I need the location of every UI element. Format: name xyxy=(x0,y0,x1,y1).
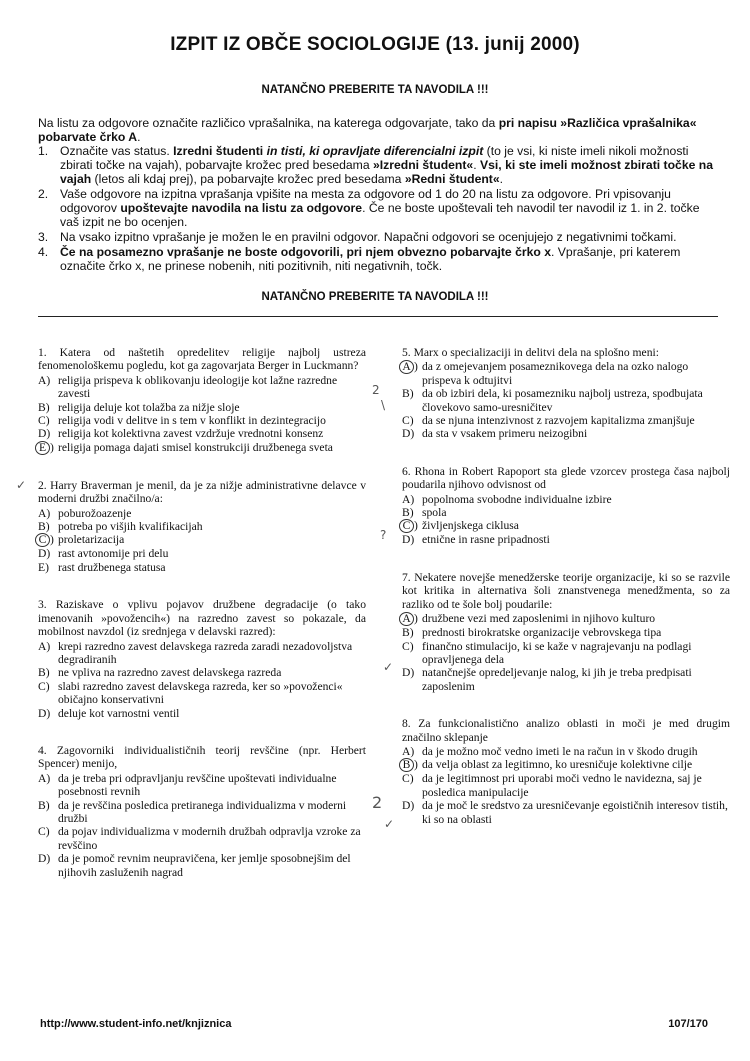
circled-answer-mark: A xyxy=(399,360,414,374)
option-text: prednosti birokratske organizacije vebrovskega tipa xyxy=(422,626,662,640)
option-text: natančnejše opredeljevanje nalog, ki jih je treba predpisati zaposlenim xyxy=(422,666,692,693)
question-text: 1. Katera od naštetih opredelitev religije najbolj ustreza fenomenološkemu pogledu, kot ga zagovarjata Berger in Luckmann? xyxy=(38,346,366,373)
notice-heading-bottom: NATANČNO PREBERITE TA NAVODILA !!! xyxy=(261,291,489,303)
answer-option xyxy=(402,414,730,427)
option-letter: D) xyxy=(38,852,51,866)
question-text: 3. Raziskave o vplivu pojavov družbene degradacije (o tako imenovanih »povožencih«) na razredno zavest so pokazale, da mobilnost navzdol (iz srednjega v delavski razred): xyxy=(38,598,366,639)
instr-1a: Označite vas status. xyxy=(60,144,174,158)
answer-option xyxy=(38,401,366,414)
answer-option xyxy=(38,374,366,401)
option-letter: D) xyxy=(38,427,51,441)
option-text: da je možno moč vedno imeti le na račun in v škodo drugih xyxy=(422,744,698,758)
footer-url[interactable]: http://www.student-info.net/knjiznica xyxy=(40,1018,232,1030)
option-letter: C) xyxy=(38,825,50,839)
answer-option xyxy=(38,680,366,707)
circled-answer-mark: E xyxy=(35,441,50,455)
option-letter: B) xyxy=(38,798,50,812)
option-text: finančno stimulacijo, ki se kaže v nagrajevanju na podlagi opravljenega dela xyxy=(422,639,692,666)
option-letter: A) xyxy=(38,506,51,520)
instr-3a: Na vsako izpitno vprašanje je možen le en pravilni odgovor. Napačni odgovori se ocenjujejo z negativnimi točkami. xyxy=(60,230,677,244)
option-letter: B) xyxy=(402,387,414,401)
question-text: 5. Marx o specializaciji in delitvi dela na splošno meni: xyxy=(402,346,659,359)
answer-option xyxy=(38,427,366,440)
option-text: poburožoazenje xyxy=(58,506,132,520)
option-letter: A) xyxy=(38,373,51,387)
instr-1i: »Redni študent« xyxy=(404,172,500,186)
answer-option xyxy=(38,441,366,455)
question-text: 8. Za funkcionalistično analizo oblasti in moči je med drugim značilno sklepanje xyxy=(402,717,730,744)
option-letter: B) xyxy=(402,626,414,640)
option-letter: D) xyxy=(402,799,415,813)
option-text: da je pomoč revnim neupravičena, ker jemlje sposobnejšim del njihovih zasluženih nagrad xyxy=(58,852,351,879)
answer-option xyxy=(38,533,366,547)
option-text: ne vpliva na razredno zavest delavskega razreda xyxy=(58,666,282,680)
answer-option xyxy=(402,745,730,758)
instr-1f: . xyxy=(473,158,480,172)
instruction-text xyxy=(60,144,718,186)
answer-option xyxy=(402,427,730,440)
answer-option xyxy=(402,493,730,506)
option-letter: A) xyxy=(38,639,51,653)
option-letter: B) xyxy=(38,400,50,414)
notice-heading-top: NATANČNO PREBERITE TA NAVODILA !!! xyxy=(261,84,489,96)
instr-1h: (letos ali kdaj prej), pa pobarvajte krožec pred besedama xyxy=(91,172,405,186)
answer-option xyxy=(402,533,730,546)
instr-2a: Vaše odgovore na izpitna vprašanja vpišite na mesta za odgovore od 1 do 20 na listu za odgovore. Pri vpisovanju odgovorov xyxy=(60,187,671,215)
answer-option xyxy=(38,666,366,679)
question xyxy=(402,465,730,547)
answer-option xyxy=(38,852,366,879)
instr-1e: »Izredni študent« xyxy=(372,158,474,172)
answer-option xyxy=(38,707,366,720)
handwritten-mark: ? xyxy=(380,528,387,542)
option-letter: A) xyxy=(402,744,415,758)
answer-option xyxy=(38,507,366,520)
option-text: slabi razredno zavest delavskega razreda, ker so »povoženci« običajno konservativni xyxy=(58,679,343,707)
option-letter: A) xyxy=(38,771,51,785)
option-letter: C ) xyxy=(38,533,58,547)
answer-option xyxy=(402,640,730,667)
answer-option xyxy=(402,506,730,519)
instr-4b: . Vprašanje, pri katerem označite črko x, ne prinese nobenih, niti pozitivnih, niti negativnih, točk. xyxy=(60,245,681,273)
answer-option xyxy=(38,414,366,427)
option-text: etnične in rasne pripadnosti xyxy=(422,533,550,547)
answer-option xyxy=(402,360,730,387)
option-letter: E ) xyxy=(38,441,58,455)
question-text: 7. Nekatere novejše menedžerske teorije organizacije, ki so se razvile kot kritika in alternativa šoli znanstvenega menedžmenta, so za razliko od te šole bolj poudarile: xyxy=(402,570,730,611)
option-letter: C ) xyxy=(402,519,422,533)
circled-answer-mark: A xyxy=(399,612,414,626)
instr-1j: . xyxy=(499,172,504,186)
option-text: da velja oblast za legitimno, ko uresničuje kolektivne cilje xyxy=(422,758,693,772)
question xyxy=(38,346,366,455)
question xyxy=(402,717,730,826)
intro-bold: pri napisu »Različica vprašalnika« pobarvate črko A xyxy=(38,116,697,144)
page-number: 107/170 xyxy=(668,1018,708,1030)
question-text: 6. Rhona in Robert Rapoport sta glede vzorcev prostega časa najbolj poudarila njihovo odvisnost od xyxy=(402,464,730,492)
option-text: proletarizacija xyxy=(58,533,125,547)
answer-option xyxy=(402,666,730,693)
instruction-text xyxy=(60,230,718,244)
option-letter: C) xyxy=(38,679,50,693)
circled-answer-mark: C xyxy=(399,519,414,533)
answer-option xyxy=(402,799,730,826)
option-text: potreba po višjih kvalifikacijah xyxy=(58,520,203,534)
option-letter: D) xyxy=(38,547,51,561)
option-text: rast avtonomije pri delu xyxy=(58,547,169,561)
option-letter: B) xyxy=(402,506,414,520)
instruction-item xyxy=(38,187,718,229)
option-text: religija pomaga dajati smisel konstrukciji družbenega sveta xyxy=(58,440,333,454)
handwritten-mark: ✓ xyxy=(384,817,395,831)
option-text: religija deluje kot tolažba za nižje sloje xyxy=(58,400,240,414)
option-letter: D) xyxy=(402,533,415,547)
instruction-text xyxy=(60,245,718,273)
option-text: deluje kot varnostni ventil xyxy=(58,706,180,720)
option-text: popolnoma svobodne individualne izbire xyxy=(422,492,612,506)
option-text: da z omejevanjem posameznikovega dela na ozko nalogo prispeva k odtujitvi xyxy=(422,360,689,387)
answer-option xyxy=(402,387,730,414)
option-text: da je treba pri odpravljanju revščine upoštevati individualne posebnosti revnih xyxy=(58,771,337,799)
instr-2c: . Če ne boste upoštevali teh navodil ter navodil iz 1. in 2. točke vaš izpit ne bo ocenjen. xyxy=(60,201,700,229)
option-text: da se njuna intenzivnost z razvojem kapitalizma zmanjšuje xyxy=(422,414,695,428)
questions-column-right xyxy=(402,346,730,850)
option-letter: C) xyxy=(402,414,414,428)
instruction-number: 2. xyxy=(38,187,49,201)
question-text: 4. Zagovorniki individualističnih teorij revščine (npr. Herbert Spencer) menijo, xyxy=(38,743,366,771)
handwritten-mark: \ xyxy=(381,398,386,412)
circled-answer-mark: C xyxy=(35,533,50,547)
option-letter: C) xyxy=(38,414,50,428)
option-text: da je legitimnost pri uporabi moči vedno le navidezna, saj je posledica manipulacije xyxy=(422,772,702,799)
option-text: spola xyxy=(422,506,447,520)
question xyxy=(38,744,366,879)
option-letter: D) xyxy=(402,427,415,441)
question-text: 2. Harry Braverman je menil, da je za nižje administrativne delavce v moderni družbi značilno/a: xyxy=(38,478,366,506)
option-text: rast družbenega statusa xyxy=(58,560,166,574)
option-letter: B ) xyxy=(402,758,422,772)
question xyxy=(402,571,730,693)
option-text: religija kot kolektivna zavest vzdržuje vrednotni konsenz xyxy=(58,427,324,441)
handwritten-mark: ✓ xyxy=(16,478,27,492)
handwritten-mark: 2 xyxy=(372,793,383,812)
option-letter: D) xyxy=(38,706,51,720)
intro-end: . xyxy=(137,130,141,144)
option-letter: C) xyxy=(402,772,414,786)
option-text: religija vodi v delitve in s tem v konflikt in dezintegracijo xyxy=(58,414,326,428)
question xyxy=(38,479,366,574)
option-text: da je moč le sredstvo za uresničevanje egoističnih interesov tistih, ki so na oblasti xyxy=(422,799,728,826)
option-text: družbene vezi med zaposlenimi in njihovo kulturo xyxy=(422,612,656,626)
handwritten-mark: ✓ xyxy=(383,660,394,674)
answer-option xyxy=(38,520,366,533)
option-letter: A) xyxy=(402,492,415,506)
answer-option xyxy=(402,626,730,639)
answer-option xyxy=(38,547,366,560)
question xyxy=(38,598,366,720)
answer-option xyxy=(402,612,730,626)
option-text: da sta v vsakem primeru neizogibni xyxy=(422,427,588,441)
instr-1d: (to je vsi, ki niste imeli nikoli možnosti zbirati točke na vajah), pobarvajte krožec pred besedama xyxy=(60,144,689,172)
intro-paragraph xyxy=(38,116,718,144)
option-letter: E) xyxy=(38,560,49,574)
questions-column-left xyxy=(38,346,366,903)
instr-1b: Izredni študenti xyxy=(173,144,267,158)
instructions-list xyxy=(38,144,718,274)
instruction-item xyxy=(38,144,718,186)
instruction-number: 3. xyxy=(38,230,49,244)
answer-option xyxy=(38,825,366,852)
answer-option xyxy=(38,799,366,826)
option-text: da je revščina posledica pretiranega individualizma v moderni družbi xyxy=(58,798,347,825)
option-letter: C) xyxy=(402,639,414,653)
intro-text: Na listu za odgovore označite različico vprašalnika, na katerega odgovarjate, tako da xyxy=(38,116,499,130)
option-letter: B) xyxy=(38,666,50,680)
option-text: da ob izbiri dela, ki posamezniku najbolj ustreza, spodbujata človekovo samo-uresničitev xyxy=(422,387,703,414)
page-title: IZPIT IZ OBČE SOCIOLOGIJE (13. junij 2000) xyxy=(170,34,580,55)
answer-option xyxy=(402,519,730,533)
option-letter: B) xyxy=(38,520,50,534)
answer-option xyxy=(38,772,366,799)
option-text: da pojav individualizma v modernih družbah odpravlja vzroke za revščino xyxy=(58,825,361,852)
instruction-number: 1. xyxy=(38,144,49,158)
option-text: življenjskega ciklusa xyxy=(422,519,519,533)
section-divider xyxy=(38,316,718,317)
circled-answer-mark: B xyxy=(399,758,414,772)
option-letter: D) xyxy=(402,666,415,680)
instr-1g: Vsi, ki ste imeli možnost zbirati točke na vajah xyxy=(60,158,713,186)
answer-option xyxy=(38,561,366,574)
option-letter: A ) xyxy=(402,612,422,626)
answer-option xyxy=(38,640,366,667)
instr-4a: Če na posamezno vprašanje ne boste odgovorili, pri njem obvezno pobarvajte črko x xyxy=(60,245,552,259)
answer-option xyxy=(402,758,730,772)
instruction-item xyxy=(38,245,718,273)
answer-option xyxy=(402,772,730,799)
instruction-item xyxy=(38,230,718,244)
instruction-number: 4. xyxy=(38,245,49,259)
instruction-text xyxy=(60,187,718,229)
option-text: religija prispeva k oblikovanju ideologije kot lažne razredne zavesti xyxy=(58,373,338,401)
instr-1c: in tisti, ki opravljate diferencialni izpit xyxy=(266,144,484,158)
handwritten-mark: 2 xyxy=(372,383,380,397)
question xyxy=(402,346,730,441)
option-text: krepi razredno zavest delavskega razreda zaradi nezadovoljstva degradiranih xyxy=(58,639,353,666)
option-letter: A ) xyxy=(402,360,422,387)
instr-2b: upoštevajte navodila na listu za odgovore xyxy=(120,201,363,215)
